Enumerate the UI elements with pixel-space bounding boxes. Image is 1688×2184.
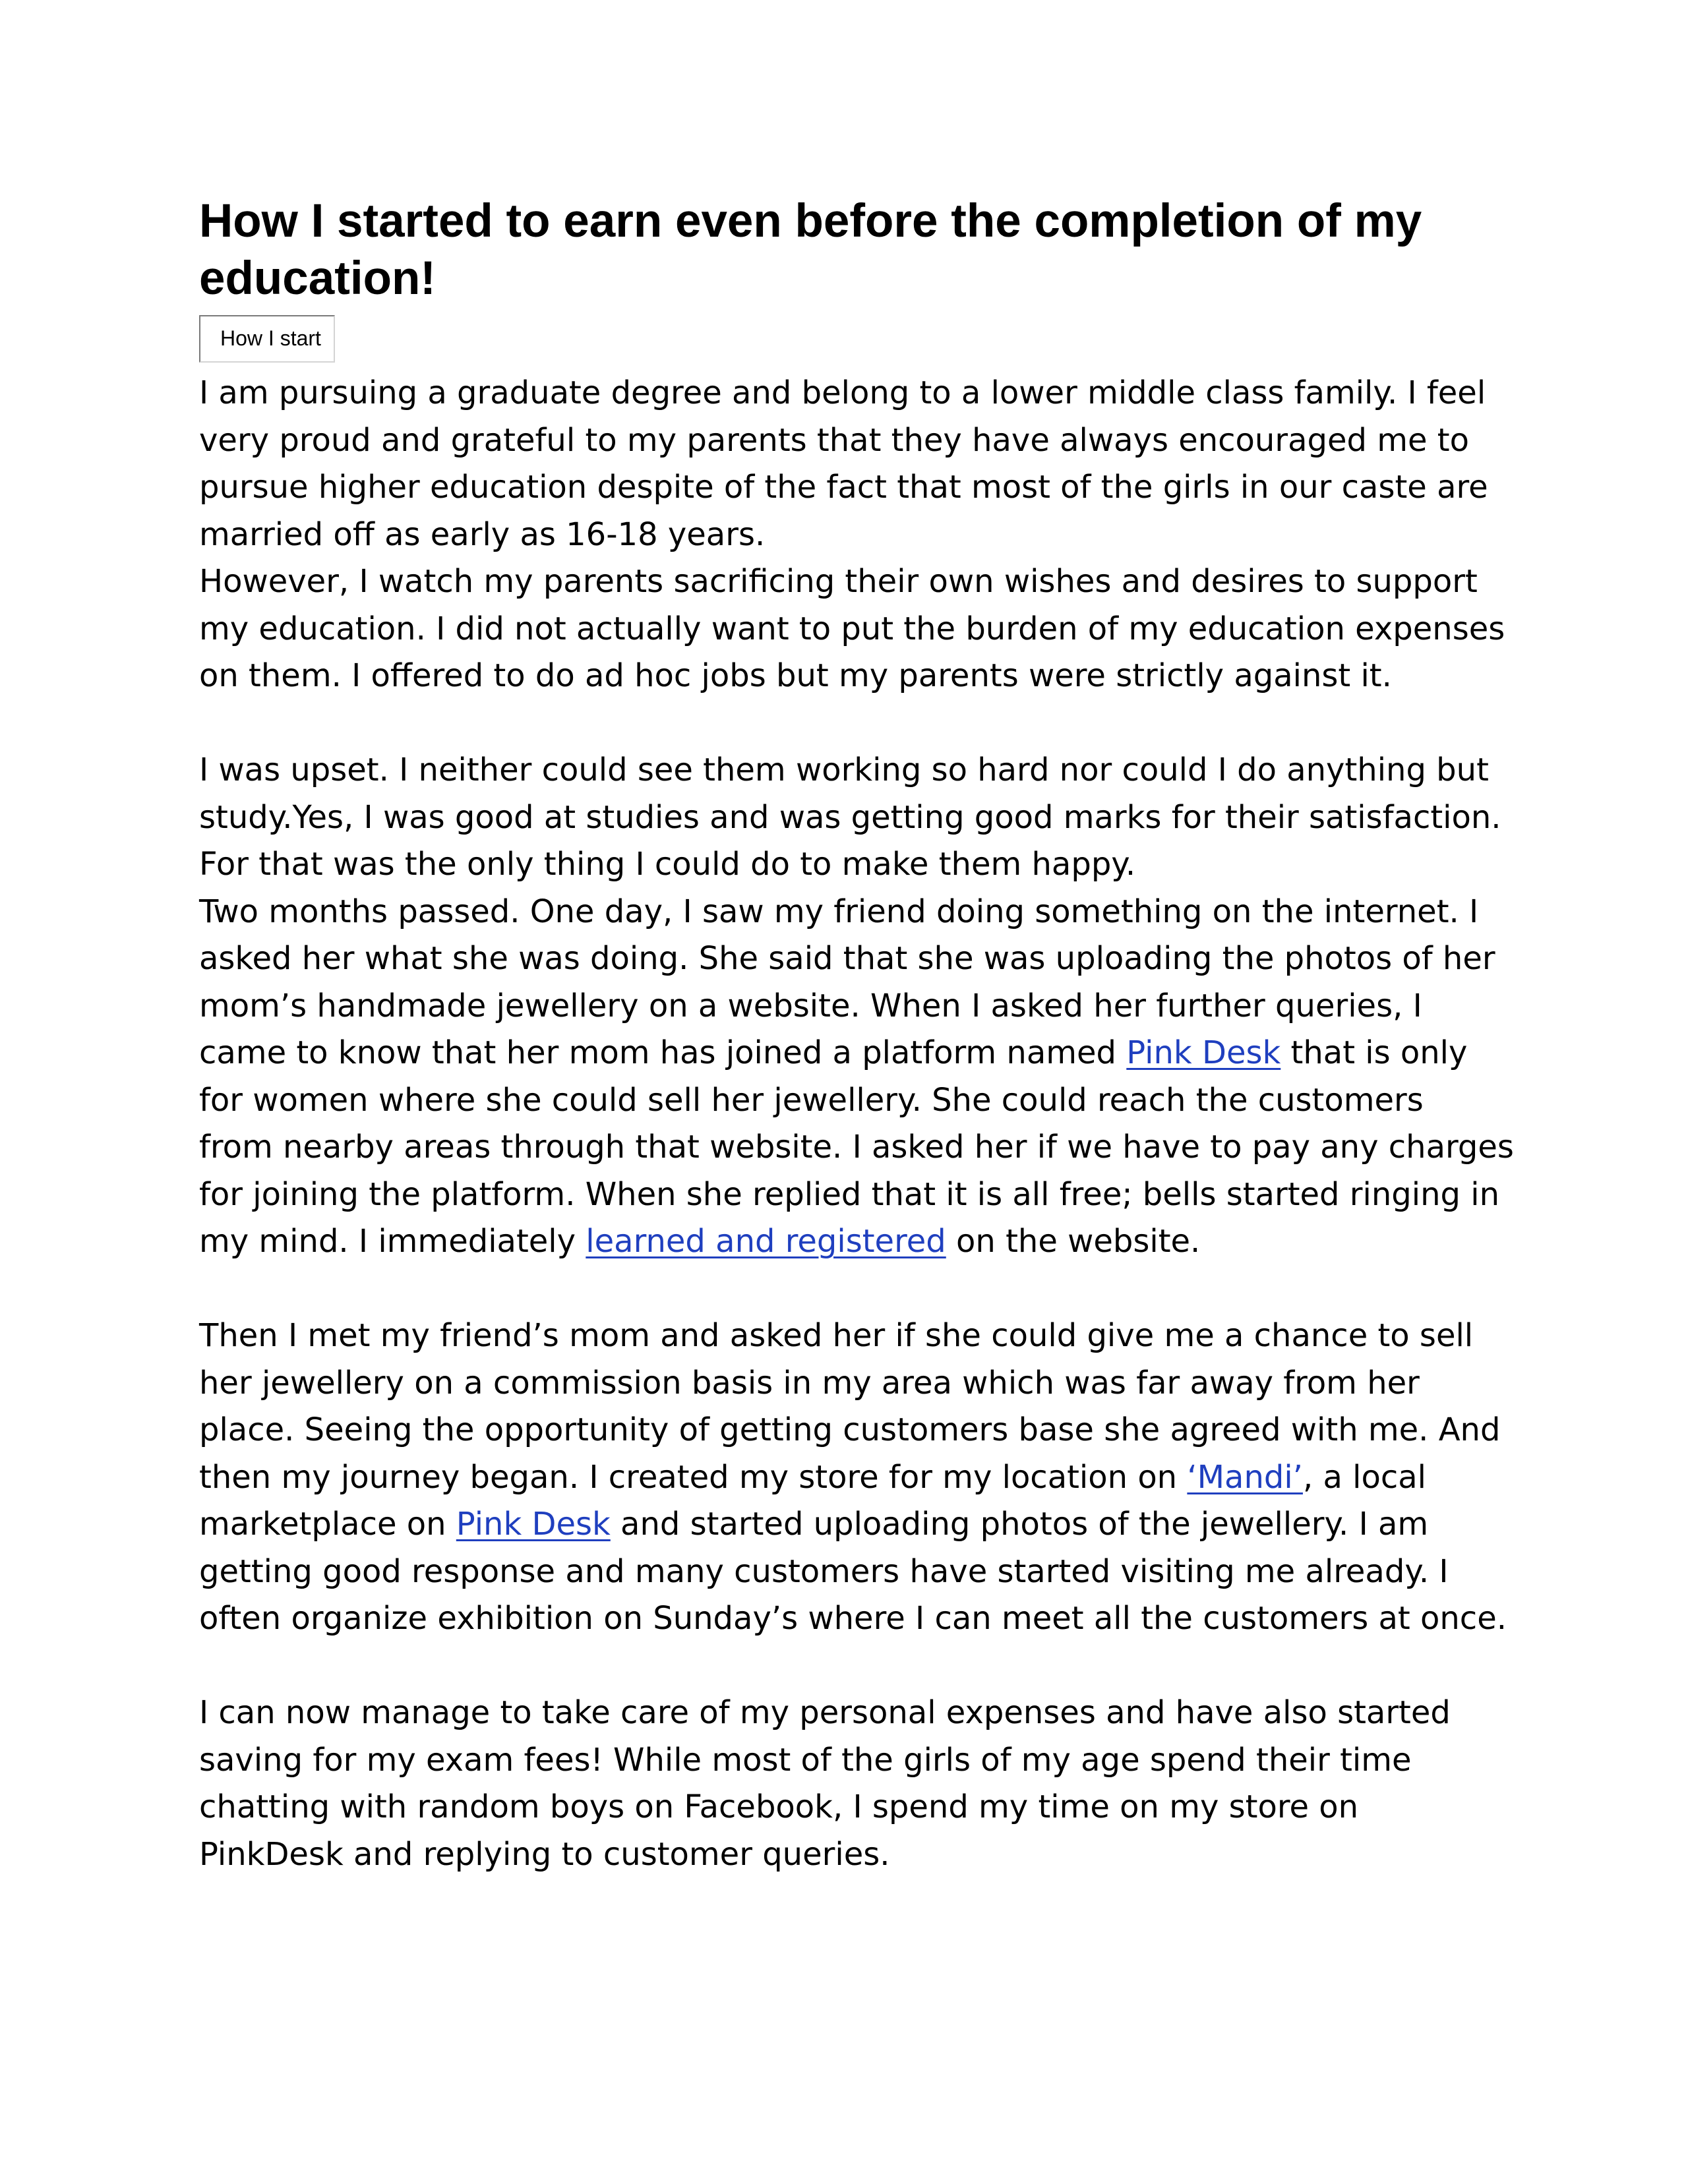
text-run: then my journey began. I created my store for my location on bbox=[199, 1458, 1188, 1496]
text-run: I am pursuing a graduate degree and belong to a lower middle class family. I feel bbox=[199, 374, 1486, 411]
text-run: study.Yes, I was good at studies and was getting good marks for their satisfaction. bbox=[199, 798, 1501, 836]
text-line bbox=[199, 1360, 1505, 1407]
text-line bbox=[199, 512, 1505, 559]
text-line bbox=[199, 794, 1505, 842]
text-line bbox=[199, 747, 1505, 794]
text-line bbox=[199, 1690, 1505, 1737]
text-run: very proud and grateful to my parents that they have always encouraged me to bbox=[199, 421, 1469, 459]
text-run: mom’s handmade jewellery on a website. When I asked her further queries, I bbox=[199, 987, 1422, 1024]
page-title: How I started to earn even before the completion of my education! bbox=[199, 195, 1422, 305]
text-run: for women where she could sell her jewellery. She could reach the customers bbox=[199, 1081, 1424, 1119]
text-line bbox=[199, 1595, 1505, 1643]
text-run: saving for my exam fees! While most of the girls of my age spend their time bbox=[199, 1741, 1412, 1779]
text-run: place. Seeing the opportunity of getting customers base she agreed with me. And bbox=[199, 1411, 1501, 1448]
text-run: her jewellery on a commission basis in my area which was far away from her bbox=[199, 1364, 1420, 1402]
text-line bbox=[199, 653, 1505, 700]
text-run: and started uploading photos of the jewellery. I am bbox=[610, 1506, 1429, 1543]
text-run: often organize exhibition on Sunday’s where I can meet all the customers at once. bbox=[199, 1600, 1507, 1637]
text-run: on them. I offered to do ad hoc jobs but my parents were strictly against it. bbox=[199, 657, 1392, 694]
text-run: I can now manage to take care of my personal expenses and have also started bbox=[199, 1694, 1451, 1731]
text-line bbox=[199, 983, 1505, 1030]
text-line bbox=[199, 1784, 1505, 1831]
text-run: my education. I did not actually want to put the burden of my education expenses bbox=[199, 610, 1505, 647]
text-line bbox=[199, 464, 1505, 512]
text-run: married off as early as 16-18 years. bbox=[199, 516, 766, 553]
text-line bbox=[199, 1407, 1505, 1454]
text-line bbox=[199, 1077, 1505, 1125]
paragraph-spacer bbox=[199, 700, 1505, 748]
text-line bbox=[199, 1549, 1505, 1596]
text-line bbox=[199, 1831, 1505, 1879]
text-run: pursue higher education despite of the fact that most of the girls in our caste are bbox=[199, 469, 1488, 506]
text-run: on the website. bbox=[946, 1223, 1201, 1260]
text-run: asked her what she was doing. She said that she was uploading the photos of her bbox=[199, 940, 1495, 977]
text-run: for joining the platform. When she replied that it is all free; bells started ringing in bbox=[199, 1175, 1499, 1213]
paragraph-spacer bbox=[199, 1266, 1505, 1313]
text-line bbox=[199, 1218, 1505, 1266]
text-run: , a local bbox=[1302, 1458, 1426, 1496]
text-run: came to know that her mom has joined a platform named bbox=[199, 1034, 1127, 1071]
text-line bbox=[199, 1501, 1505, 1549]
text-run: marketplace on bbox=[199, 1506, 456, 1543]
document-content bbox=[199, 192, 1514, 1878]
text-line bbox=[199, 889, 1505, 936]
text-line bbox=[199, 417, 1505, 465]
text-line bbox=[199, 558, 1505, 606]
paragraph bbox=[199, 747, 1514, 1266]
learned-and-registered-link[interactable]: learned and registered bbox=[586, 1223, 946, 1260]
embedded-object-thumbnail[interactable]: How I start bbox=[199, 315, 335, 363]
text-run: from nearby areas through that website. I asked her if we have to pay any charges bbox=[199, 1129, 1514, 1166]
text-line bbox=[199, 935, 1505, 983]
article-body bbox=[199, 370, 1514, 1878]
paragraph bbox=[199, 1313, 1505, 1643]
text-run: I was upset. I neither could see them working so hard nor could I do anything but bbox=[199, 752, 1489, 788]
paragraph-spacer bbox=[199, 1643, 1505, 1690]
pink-desk-link[interactable]: Pink Desk bbox=[1126, 1034, 1281, 1071]
text-line bbox=[199, 841, 1505, 889]
text-run: my mind. I immediately bbox=[199, 1223, 586, 1260]
text-run: PinkDesk and replying to customer queries. bbox=[199, 1835, 890, 1873]
paragraph bbox=[199, 370, 1505, 700]
text-run: that is only bbox=[1281, 1034, 1468, 1071]
text-line bbox=[199, 1124, 1514, 1171]
text-line bbox=[199, 370, 1505, 417]
text-line bbox=[199, 1030, 1505, 1077]
text-line bbox=[199, 1171, 1505, 1219]
paragraph bbox=[199, 1690, 1505, 1878]
text-run: chatting with random boys on Facebook, I spend my time on my store on bbox=[199, 1788, 1359, 1825]
text-run: getting good response and many customers have started visiting me already. I bbox=[199, 1552, 1449, 1590]
text-run: Then I met my friend’s mom and asked her if she could give me a chance to sell bbox=[199, 1317, 1474, 1354]
text-run: Two months passed. One day, I saw my friend doing something on the internet. I bbox=[199, 893, 1479, 930]
text-run: However, I watch my parents sacrificing their own wishes and desires to support bbox=[199, 563, 1478, 600]
text-run: For that was the only thing I could do to make them happy. bbox=[199, 846, 1136, 883]
text-line bbox=[199, 1454, 1505, 1502]
pink-desk-link[interactable]: Pink Desk bbox=[456, 1506, 611, 1543]
text-line bbox=[199, 606, 1505, 653]
mandi-link[interactable]: ‘Mandi’ bbox=[1187, 1458, 1303, 1496]
text-line bbox=[199, 1313, 1505, 1360]
text-line bbox=[199, 1737, 1505, 1785]
